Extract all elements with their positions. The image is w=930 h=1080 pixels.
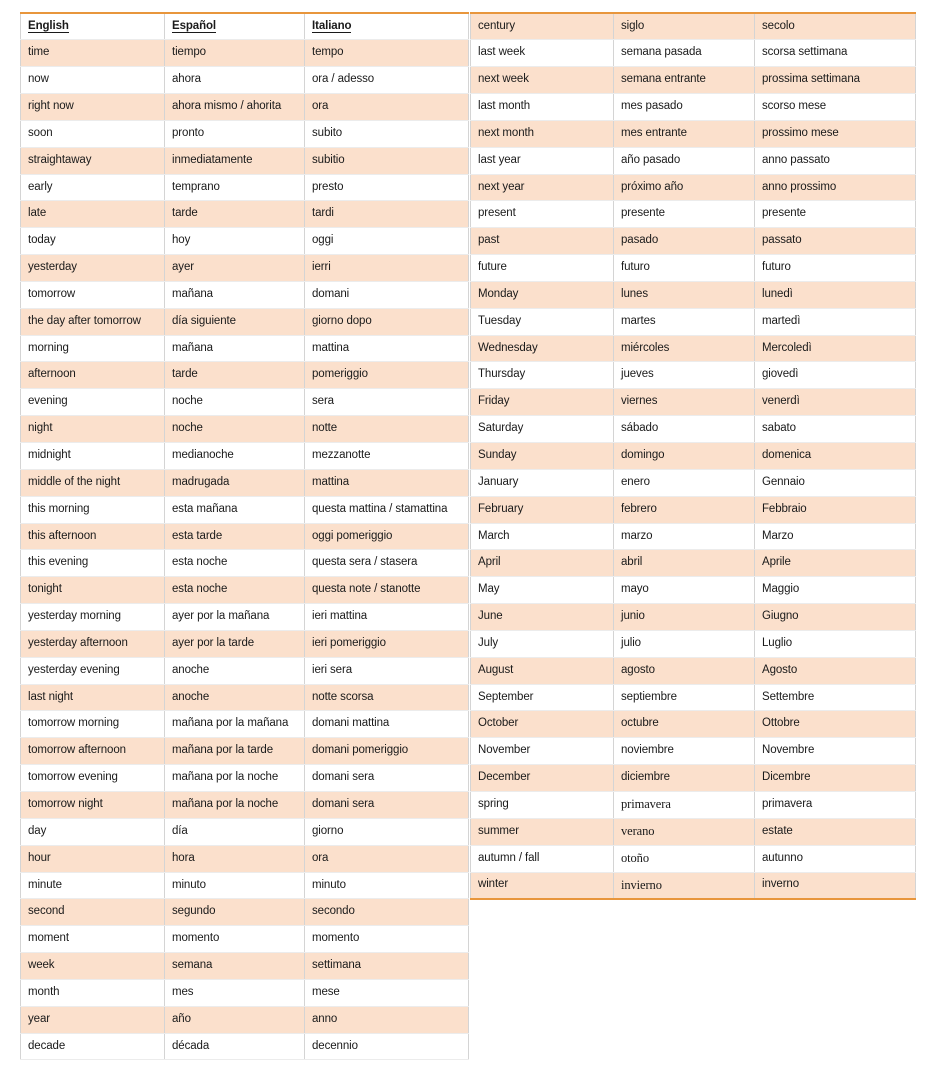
table-row	[21, 416, 469, 443]
table-row	[21, 550, 469, 577]
table-cell: last year	[471, 147, 614, 174]
table-cell: mayo	[614, 577, 755, 604]
table-cell: verano	[614, 818, 755, 845]
table-cell: sabato	[755, 416, 916, 443]
table-row	[21, 174, 469, 201]
table-row	[21, 201, 469, 228]
table-cell: tomorrow afternoon	[21, 738, 165, 765]
table-row	[471, 13, 916, 40]
right-table-body	[471, 13, 916, 899]
table-cell: Sunday	[471, 443, 614, 470]
table-cell: día siguiente	[165, 308, 305, 335]
table-row	[21, 228, 469, 255]
table-cell: Aprile	[755, 550, 916, 577]
table-row	[471, 120, 916, 147]
table-cell: June	[471, 604, 614, 631]
left-table-body	[21, 13, 469, 1060]
table-cell: night	[21, 416, 165, 443]
table-cell: Tuesday	[471, 308, 614, 335]
table-cell: tomorrow	[21, 281, 165, 308]
table-row	[21, 979, 469, 1006]
table-cell: last week	[471, 40, 614, 67]
table-cell: giovedì	[755, 362, 916, 389]
table-cell: inverno	[755, 872, 916, 899]
table-cell: oggi	[305, 228, 469, 255]
table-row	[21, 711, 469, 738]
table-cell: anoche	[165, 657, 305, 684]
table-cell: enero	[614, 469, 755, 496]
table-cell: spring	[471, 791, 614, 818]
table-cell: Monday	[471, 281, 614, 308]
table-cell: anoche	[165, 684, 305, 711]
table-cell: autunno	[755, 845, 916, 872]
table-cell: semana pasada	[614, 40, 755, 67]
table-cell: pasado	[614, 228, 755, 255]
table-row	[471, 818, 916, 845]
table-header-row	[21, 13, 469, 40]
table-cell: ayer por la mañana	[165, 604, 305, 631]
table-cell: moment	[21, 926, 165, 953]
table-cell: hoy	[165, 228, 305, 255]
table-row	[471, 577, 916, 604]
table-cell: this evening	[21, 550, 165, 577]
table-cell: otoño	[614, 845, 755, 872]
table-cell: tomorrow night	[21, 791, 165, 818]
table-row	[21, 604, 469, 631]
table-row	[21, 255, 469, 282]
table-cell: February	[471, 496, 614, 523]
table-row	[471, 389, 916, 416]
table-cell: prossima settimana	[755, 67, 916, 94]
table-cell: tempo	[305, 40, 469, 67]
table-cell: Wednesday	[471, 335, 614, 362]
table-cell: tomorrow morning	[21, 711, 165, 738]
table-cell: this afternoon	[21, 523, 165, 550]
table-cell: August	[471, 657, 614, 684]
table-cell: viernes	[614, 389, 755, 416]
table-row	[21, 94, 469, 121]
table-cell: segundo	[165, 899, 305, 926]
table-cell: primavera	[614, 791, 755, 818]
table-row	[471, 738, 916, 765]
table-cell: Novembre	[755, 738, 916, 765]
table-cell: miércoles	[614, 335, 755, 362]
table-cell: semana	[165, 953, 305, 980]
table-cell: martes	[614, 308, 755, 335]
table-cell: domani	[305, 281, 469, 308]
column-header-label: Italiano	[312, 19, 352, 32]
table-cell: morning	[21, 335, 165, 362]
table-row	[471, 201, 916, 228]
table-cell: esta mañana	[165, 496, 305, 523]
table-row	[21, 738, 469, 765]
table-cell: day	[21, 818, 165, 845]
table-cell: Maggio	[755, 577, 916, 604]
table-cell: September	[471, 684, 614, 711]
table-cell: semana entrante	[614, 67, 755, 94]
table-cell: invierno	[614, 872, 755, 899]
table-cell: abril	[614, 550, 755, 577]
table-cell: subito	[305, 120, 469, 147]
table-cell: future	[471, 255, 614, 282]
table-cell: mañana por la tarde	[165, 738, 305, 765]
table-cell: lunedì	[755, 281, 916, 308]
table-cell: momento	[165, 926, 305, 953]
table-cell: Saturday	[471, 416, 614, 443]
table-cell: subitio	[305, 147, 469, 174]
table-cell: Dicembre	[755, 765, 916, 792]
table-cell: questa mattina / stamattina	[305, 496, 469, 523]
table-cell: esta noche	[165, 550, 305, 577]
table-cell: decennio	[305, 1033, 469, 1060]
table-row	[471, 657, 916, 684]
table-row	[471, 550, 916, 577]
table-cell: Mercoledì	[755, 335, 916, 362]
table-cell: middle of the night	[21, 469, 165, 496]
table-row	[471, 255, 916, 282]
table-cell: tomorrow evening	[21, 765, 165, 792]
table-row	[471, 40, 916, 67]
table-row	[21, 496, 469, 523]
table-cell: autumn / fall	[471, 845, 614, 872]
table-cell: presto	[305, 174, 469, 201]
table-cell: sera	[305, 389, 469, 416]
table-cell: lunes	[614, 281, 755, 308]
table-cell: minuto	[305, 872, 469, 899]
table-cell: tonight	[21, 577, 165, 604]
table-cell: mes entrante	[614, 120, 755, 147]
table-cell: Marzo	[755, 523, 916, 550]
table-row	[21, 845, 469, 872]
table-row	[21, 308, 469, 335]
table-row	[471, 281, 916, 308]
table-row	[21, 872, 469, 899]
table-row	[21, 577, 469, 604]
table-row	[21, 630, 469, 657]
table-cell: winter	[471, 872, 614, 899]
table-row	[21, 147, 469, 174]
table-cell: April	[471, 550, 614, 577]
table-row	[21, 67, 469, 94]
table-row	[21, 1006, 469, 1033]
table-cell: Agosto	[755, 657, 916, 684]
table-cell: March	[471, 523, 614, 550]
table-cell: century	[471, 13, 614, 40]
table-row	[21, 469, 469, 496]
time-vocabulary-table-left	[20, 12, 469, 1060]
table-cell: ayer	[165, 255, 305, 282]
table-row	[21, 1033, 469, 1060]
table-cell: año pasado	[614, 147, 755, 174]
table-row	[471, 335, 916, 362]
table-cell: Settembre	[755, 684, 916, 711]
table-cell: hour	[21, 845, 165, 872]
table-cell: last night	[21, 684, 165, 711]
table-cell: siglo	[614, 13, 755, 40]
table-cell: soon	[21, 120, 165, 147]
table-cell: early	[21, 174, 165, 201]
table-cell: this morning	[21, 496, 165, 523]
table-cell: ieri pomeriggio	[305, 630, 469, 657]
table-cell: summer	[471, 818, 614, 845]
table-cell: next year	[471, 174, 614, 201]
table-cell: tardi	[305, 201, 469, 228]
table-cell: yesterday afternoon	[21, 630, 165, 657]
table-cell: year	[21, 1006, 165, 1033]
table-cell: July	[471, 630, 614, 657]
table-cell: next month	[471, 120, 614, 147]
table-cell: ora	[305, 845, 469, 872]
table-cell: last month	[471, 94, 614, 121]
table-cell: anno passato	[755, 147, 916, 174]
table-cell: evening	[21, 389, 165, 416]
table-cell: día	[165, 818, 305, 845]
table-cell: Ottobre	[755, 711, 916, 738]
table-cell: present	[471, 201, 614, 228]
table-cell: década	[165, 1033, 305, 1060]
table-row	[21, 657, 469, 684]
table-cell: December	[471, 765, 614, 792]
table-cell: domani sera	[305, 791, 469, 818]
table-cell: ora / adesso	[305, 67, 469, 94]
table-row	[471, 845, 916, 872]
table-cell: scorsa settimana	[755, 40, 916, 67]
table-cell: anno	[305, 1006, 469, 1033]
table-row	[471, 469, 916, 496]
table-row	[471, 94, 916, 121]
table-row	[21, 926, 469, 953]
table-cell: noviembre	[614, 738, 755, 765]
table-cell: straightaway	[21, 147, 165, 174]
table-cell: late	[21, 201, 165, 228]
table-cell: ayer por la tarde	[165, 630, 305, 657]
table-cell: esta tarde	[165, 523, 305, 550]
table-cell: yesterday morning	[21, 604, 165, 631]
table-cell: noche	[165, 416, 305, 443]
table-row	[21, 120, 469, 147]
table-cell: passato	[755, 228, 916, 255]
table-cell: tarde	[165, 362, 305, 389]
table-row	[21, 899, 469, 926]
table-cell: mañana	[165, 335, 305, 362]
table-cell: esta noche	[165, 577, 305, 604]
table-cell: mañana por la noche	[165, 765, 305, 792]
table-cell: presente	[614, 201, 755, 228]
table-cell: año	[165, 1006, 305, 1033]
table-row	[21, 818, 469, 845]
table-row	[21, 40, 469, 67]
table-row	[21, 523, 469, 550]
table-cell: futuro	[755, 255, 916, 282]
table-cell: tiempo	[165, 40, 305, 67]
table-cell: pronto	[165, 120, 305, 147]
table-cell: prossimo mese	[755, 120, 916, 147]
table-cell: Giugno	[755, 604, 916, 631]
table-cell: ahora mismo / ahorita	[165, 94, 305, 121]
table-cell: ieri mattina	[305, 604, 469, 631]
table-cell: notte scorsa	[305, 684, 469, 711]
table-cell: secondo	[305, 899, 469, 926]
table-cell: yesterday evening	[21, 657, 165, 684]
column-header-label: Español	[172, 19, 217, 32]
table-row	[471, 67, 916, 94]
table-cell: scorso mese	[755, 94, 916, 121]
table-cell: martedì	[755, 308, 916, 335]
table-cell: anno prossimo	[755, 174, 916, 201]
table-row	[21, 684, 469, 711]
table-cell: marzo	[614, 523, 755, 550]
table-cell: mese	[305, 979, 469, 1006]
table-cell: Luglio	[755, 630, 916, 657]
column-header	[305, 13, 469, 40]
table-cell: venerdì	[755, 389, 916, 416]
table-cell: giorno	[305, 818, 469, 845]
column-header	[165, 13, 305, 40]
table-row	[21, 765, 469, 792]
table-cell: oggi pomeriggio	[305, 523, 469, 550]
table-row	[471, 174, 916, 201]
table-cell: mañana por la mañana	[165, 711, 305, 738]
table-cell: octubre	[614, 711, 755, 738]
table-cell: ieri sera	[305, 657, 469, 684]
table-cell: noche	[165, 389, 305, 416]
table-cell: Friday	[471, 389, 614, 416]
table-cell: second	[21, 899, 165, 926]
table-cell: diciembre	[614, 765, 755, 792]
table-cell: futuro	[614, 255, 755, 282]
table-cell: domingo	[614, 443, 755, 470]
table-cell: midnight	[21, 443, 165, 470]
table-cell: domenica	[755, 443, 916, 470]
table-cell: questa sera / stasera	[305, 550, 469, 577]
table-cell: minuto	[165, 872, 305, 899]
table-cell: yesterday	[21, 255, 165, 282]
table-cell: month	[21, 979, 165, 1006]
table-row	[21, 335, 469, 362]
table-row	[471, 308, 916, 335]
table-row	[471, 711, 916, 738]
table-row	[471, 147, 916, 174]
table-cell: sábado	[614, 416, 755, 443]
table-cell: secolo	[755, 13, 916, 40]
table-row	[471, 523, 916, 550]
table-cell: domani sera	[305, 765, 469, 792]
table-cell: mattina	[305, 335, 469, 362]
table-cell: hora	[165, 845, 305, 872]
table-cell: notte	[305, 416, 469, 443]
table-cell: medianoche	[165, 443, 305, 470]
table-row	[471, 443, 916, 470]
table-cell: mes pasado	[614, 94, 755, 121]
table-row	[471, 362, 916, 389]
table-cell: giorno dopo	[305, 308, 469, 335]
table-cell: October	[471, 711, 614, 738]
table-cell: questa note / stanotte	[305, 577, 469, 604]
table-cell: madrugada	[165, 469, 305, 496]
table-row	[471, 791, 916, 818]
time-vocabulary-table-right	[470, 12, 916, 900]
table-cell: julio	[614, 630, 755, 657]
table-cell: mes	[165, 979, 305, 1006]
table-cell: inmediatamente	[165, 147, 305, 174]
table-cell: jueves	[614, 362, 755, 389]
table-cell: próximo año	[614, 174, 755, 201]
table-cell: mezzanotte	[305, 443, 469, 470]
table-cell: minute	[21, 872, 165, 899]
table-cell: pomeriggio	[305, 362, 469, 389]
table-row	[471, 416, 916, 443]
table-row	[471, 684, 916, 711]
table-cell: mañana por la noche	[165, 791, 305, 818]
table-cell: mañana	[165, 281, 305, 308]
table-cell: January	[471, 469, 614, 496]
table-cell: agosto	[614, 657, 755, 684]
table-cell: Febbraio	[755, 496, 916, 523]
table-row	[21, 791, 469, 818]
table-cell: junio	[614, 604, 755, 631]
table-cell: ierri	[305, 255, 469, 282]
table-cell: febrero	[614, 496, 755, 523]
table-cell: now	[21, 67, 165, 94]
table-cell: the day after tomorrow	[21, 308, 165, 335]
table-row	[21, 953, 469, 980]
table-cell: primavera	[755, 791, 916, 818]
table-cell: temprano	[165, 174, 305, 201]
table-cell: Thursday	[471, 362, 614, 389]
table-row	[21, 281, 469, 308]
table-row	[471, 604, 916, 631]
table-cell: presente	[755, 201, 916, 228]
table-row	[471, 872, 916, 899]
table-cell: May	[471, 577, 614, 604]
table-cell: estate	[755, 818, 916, 845]
table-cell: afternoon	[21, 362, 165, 389]
table-cell: week	[21, 953, 165, 980]
table-cell: septiembre	[614, 684, 755, 711]
table-cell: ahora	[165, 67, 305, 94]
table-row	[21, 389, 469, 416]
table-cell: mattina	[305, 469, 469, 496]
table-cell: past	[471, 228, 614, 255]
table-row	[21, 362, 469, 389]
table-row	[471, 630, 916, 657]
table-cell: settimana	[305, 953, 469, 980]
column-header-label: English	[28, 19, 69, 32]
table-row	[471, 765, 916, 792]
table-row	[471, 228, 916, 255]
table-cell: Gennaio	[755, 469, 916, 496]
table-cell: ora	[305, 94, 469, 121]
table-cell: next week	[471, 67, 614, 94]
table-cell: time	[21, 40, 165, 67]
table-row	[21, 443, 469, 470]
table-row	[471, 496, 916, 523]
table-cell: tarde	[165, 201, 305, 228]
table-cell: domani mattina	[305, 711, 469, 738]
table-cell: right now	[21, 94, 165, 121]
table-cell: domani pomeriggio	[305, 738, 469, 765]
table-cell: decade	[21, 1033, 165, 1060]
table-cell: momento	[305, 926, 469, 953]
table-cell: November	[471, 738, 614, 765]
column-header	[21, 13, 165, 40]
table-cell: today	[21, 228, 165, 255]
